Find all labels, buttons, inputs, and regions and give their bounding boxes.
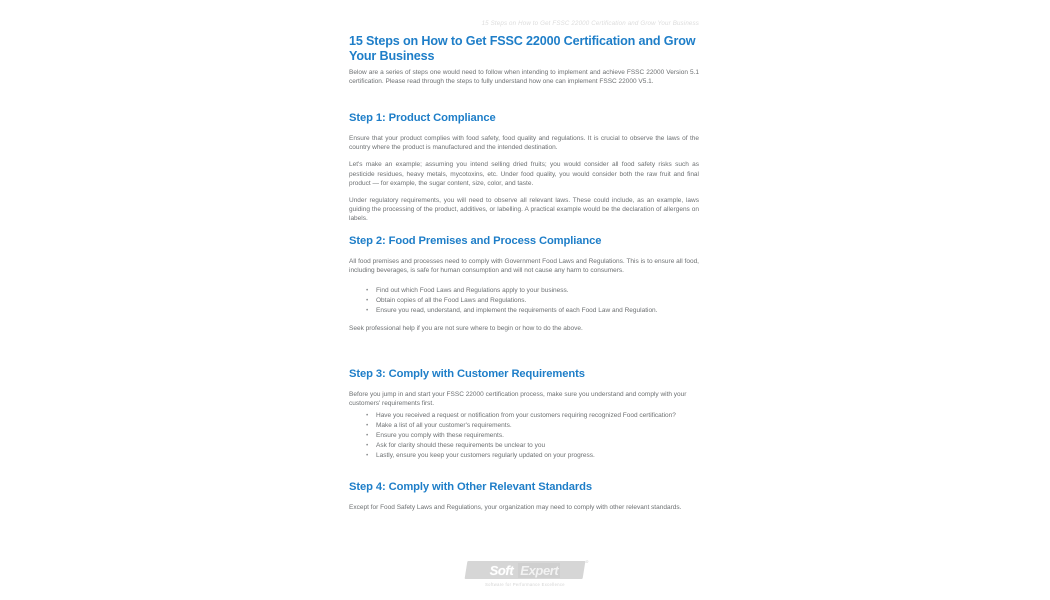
list-item: • Find out which Food Laws and Regulations apply to your business. (376, 286, 699, 295)
softexpert-logo (466, 559, 589, 591)
section-heading: Step 3: Comply with Customer Requirements (349, 368, 585, 380)
list-item: • Lastly, ensure you keep your customers regularly updated on your progress. (376, 451, 699, 460)
registered-trademark-icon: ® (584, 559, 589, 564)
logo-word-soft: Soft (489, 562, 514, 578)
bullet-list (349, 286, 699, 315)
section-paragraph: Ensure that your product complies with food safety, food quality and regulations. It is crucial to observe the laws of the country where the product is manufactured and the intended destination. (349, 135, 699, 152)
section-heading: Step 4: Comply with Other Relevant Standards (349, 481, 593, 493)
running-head-watermark: 15 Steps on How to Get FSSC 22000 Certification and Grow Your Business (481, 20, 699, 27)
section-step-3 (349, 368, 699, 465)
section-paragraph: Before you jump in and start your FSSC 22000 certification process, make sure you understand and comply with your customers' requirements first. (349, 391, 687, 408)
intro-paragraph: Below are a series of steps one would need to follow when intending to implement and achieve FSSC 22000 Version 5.1 certification. Please read through the steps to fully understand how one can implement FSSC 22000 V5.1. (349, 69, 699, 86)
section-step-1 (349, 112, 699, 224)
logo-word-expert: Expert (520, 562, 559, 578)
section-paragraph: All food premises and processes need to comply with Government Food Laws and Regulations. This is to ensure all food, including beverages, is safe for human consumption and will not cause any harm to consumers. (349, 258, 699, 275)
list-item: • Make a list of all your customer's requirements. (376, 421, 699, 430)
section-heading: Step 2: Food Premises and Process Compliance (349, 235, 602, 247)
document-column (349, 0, 699, 600)
section-step-4 (349, 481, 699, 512)
section-step-2 (349, 235, 699, 333)
list-item: • Obtain copies of all the Food Laws and Regulations. (376, 296, 699, 305)
list-item: • Have you received a request or notification from your customers requiring recognized Food certification? (376, 411, 699, 420)
section-heading: Step 1: Product Compliance (349, 112, 496, 124)
logo-wordmark (466, 561, 584, 579)
section-paragraph: Except for Food Safety Laws and Regulations, your organization may need to comply with other relevant standards. (349, 504, 682, 511)
list-item: • Ensure you read, understand, and implement the requirements of each Food Law and Regulation. (376, 306, 699, 315)
section-paragraph: Let's make an example; assuming you intend selling dried fruits; you would consider all food safety risks such as pesticide residues, heavy metals, mycotoxins, etc. Under food quality, you would consider both the raw fruit and final product — for example, the sugar content, size, color, and taste. (349, 161, 699, 187)
section-closing: Seek professional help if you are not sure where to begin or how to do the above. (349, 324, 583, 332)
section-paragraph: Under regulatory requirements, you will need to observe all relevant laws. These could include, as an example, laws guiding the processing of the product, additives, or labelling. A practical example would be the declaration of allergens on labels. (349, 197, 699, 223)
bullet-list (349, 411, 699, 460)
logo-tagline: Software for Performance Excellence (485, 581, 565, 587)
list-item: • Ensure you comply with these requirements. (376, 431, 699, 440)
list-item: • Ask for clarity should these requirements be unclear to you (376, 441, 699, 450)
page-title: 15 Steps on How to Get FSSC 22000 Certification and Grow Your Business (349, 34, 696, 64)
logo-plate (465, 559, 589, 579)
